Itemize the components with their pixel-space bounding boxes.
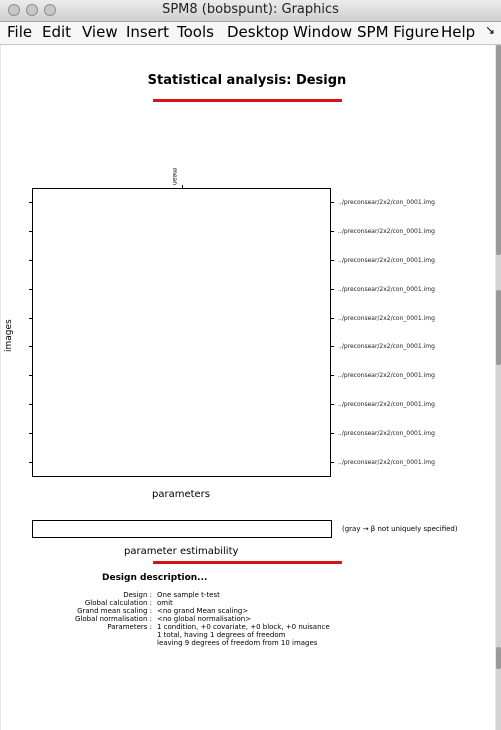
menu-view[interactable]: View [82, 23, 118, 41]
estimability-note: (gray → β not uniquely specified) [342, 525, 458, 533]
row-tick-left [29, 433, 33, 434]
desc-key: Global normalisation : [75, 615, 152, 623]
estimability-bar [32, 520, 332, 538]
row-label: ../preconsear/2x2/con_0001.img [338, 459, 435, 466]
row-tick-right [330, 375, 334, 376]
row-tick-right [330, 346, 334, 347]
menu-desktop[interactable]: Desktop [227, 23, 289, 41]
menu-window[interactable]: Window [293, 23, 353, 41]
desc-key: Grand mean scaling : [77, 607, 152, 615]
row-tick-right [330, 202, 334, 203]
row-label: ../preconsear/2x2/con_0001.img [338, 228, 435, 235]
row-tick-right [330, 404, 334, 405]
row-label: ../preconsear/2x2/con_0001.img [338, 257, 435, 264]
menu-tools[interactable]: Tools [177, 23, 214, 41]
row-tick-left [29, 202, 33, 203]
scrollbar-thumb[interactable] [496, 45, 501, 255]
row-label: ../preconsear/2x2/con_0001.img [338, 430, 435, 437]
row-label: ../preconsear/2x2/con_0001.img [338, 343, 435, 350]
desc-value: 1 total, having 1 degrees of freedom [157, 631, 286, 639]
row-tick-right [330, 231, 334, 232]
row-tick-left [29, 346, 33, 347]
dock-arrow-icon[interactable]: ↘ [484, 23, 495, 37]
row-tick-left [29, 404, 33, 405]
desc-value: omit [157, 599, 173, 607]
estimability-underline [153, 561, 342, 564]
row-tick-right [330, 260, 334, 261]
desc-value: <no global normalisation> [157, 615, 252, 623]
row-tick-left [29, 462, 33, 463]
x-axis-label: parameters [151, 489, 210, 500]
desc-value: One sample t-test [157, 591, 220, 599]
row-label: ../preconsear/2x2/con_0001.img [338, 199, 435, 206]
design-description-heading: Design description... [102, 573, 208, 583]
y-axis-label: images [4, 319, 14, 352]
row-tick-right [330, 289, 334, 290]
row-tick-left [29, 260, 33, 261]
desc-key: Global calculation : [84, 599, 152, 607]
scrollbar-segment [496, 290, 501, 365]
menu-help[interactable]: Help [441, 23, 476, 41]
row-tick-right [330, 318, 334, 319]
row-label: ../preconsear/2x2/con_0001.img [338, 315, 435, 322]
menu-bar [0, 22, 501, 45]
row-label: ../preconsear/2x2/con_0001.img [338, 286, 435, 293]
desc-value: leaving 9 degrees of freedom from 10 images [157, 639, 318, 647]
menu-spm-figure[interactable]: SPM Figure [357, 23, 440, 41]
design-matrix [32, 188, 331, 477]
estimability-label: parameter estimability [124, 546, 239, 557]
row-tick-left [29, 375, 33, 376]
window-title: SPM8 (bobspunt): Graphics [162, 2, 339, 17]
desc-value: <no grand Mean scaling> [157, 607, 249, 615]
row-tick-left [29, 318, 33, 319]
title-underline [153, 99, 342, 102]
menu-edit[interactable]: Edit [42, 23, 72, 41]
figure-title: Statistical analysis: Design [147, 73, 347, 88]
menu-file[interactable]: File [7, 23, 33, 41]
row-tick-left [29, 231, 33, 232]
row-tick-left [29, 289, 33, 290]
window-titlebar [0, 0, 501, 22]
row-tick-right [330, 462, 334, 463]
menu-insert[interactable]: Insert [126, 23, 170, 41]
row-tick-right [330, 433, 334, 434]
scrollbar-segment-lower [496, 647, 501, 669]
window-scrollbar[interactable] [496, 45, 501, 730]
desc-key: Parameters : [107, 623, 152, 631]
column-label-mean: mean [171, 168, 178, 186]
row-label: ../preconsear/2x2/con_0001.img [338, 372, 435, 379]
desc-key: Design : [123, 591, 152, 599]
desc-value: 1 condition, +0 covariate, +0 block, +0 nuisance [157, 623, 330, 631]
row-label: ../preconsear/2x2/con_0001.img [338, 401, 435, 408]
